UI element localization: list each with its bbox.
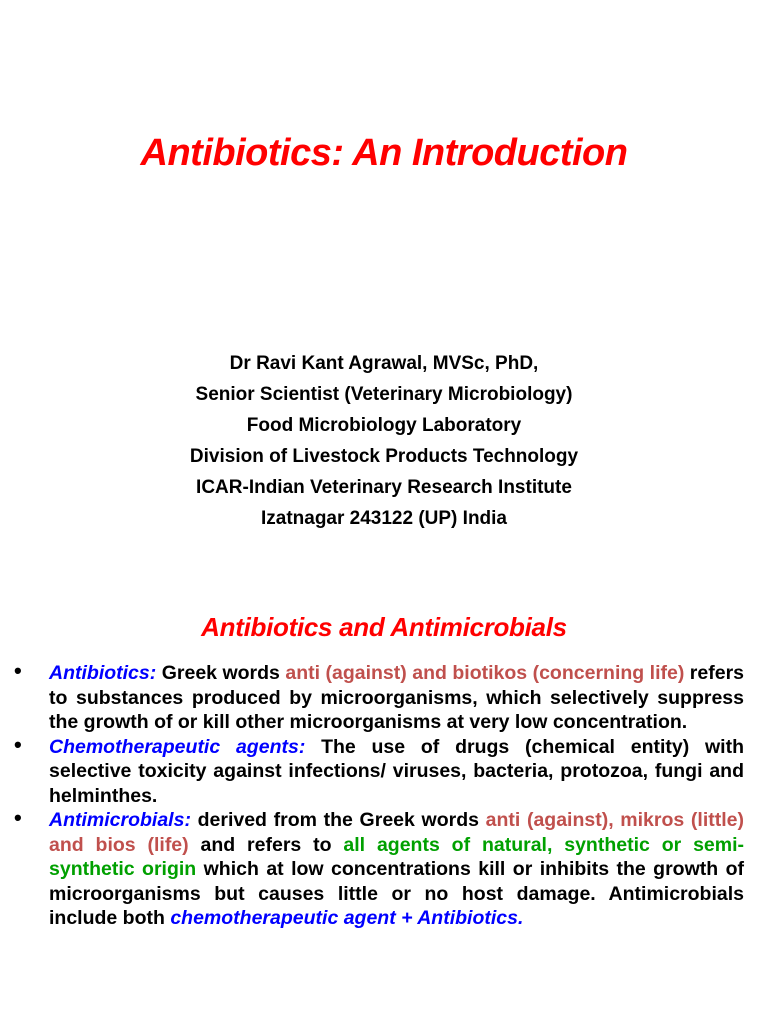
definition-text: refers to substances produced by microorganisms, which selectively suppress the growth of or kill other microorganisms at very low concentration. [49,662,745,733]
definition-item-antimicrobials [14,805,745,931]
etymology-highlight: anti (against) and biotikos (concerning life) [285,662,685,684]
author-line: Division of Livestock Products Technology [189,446,579,467]
bullet-icon: • [14,805,22,830]
definition-term: Antimicrobials: [49,809,191,831]
origin-highlight: all agents of natural, synthetic or semi-synthetic origin [49,833,745,880]
definition-term: Antibiotics: [49,662,157,684]
definition-text: and refers to [188,833,344,856]
inclusion-highlight: chemotherapeutic agent + Antibiotics. [170,907,524,929]
definition-item-chemotherapeutic [14,731,744,809]
bullet-icon: • [14,658,22,683]
definition-text: derived from the Greek words [190,809,486,831]
author-line: Dr Ravi Kant Agrawal, MVSc, PhD, [229,353,539,374]
definition-text: which at low concentrations kill or inhibits the growth of microorganisms but causes little or no host damage. Antimicrobials include both [49,858,744,929]
section-subtitle: Antibiotics and Antimicrobials [201,612,567,642]
definition-term: Chemotherapeutic agents: [49,735,306,758]
definition-text: The use of drugs (chemical entity) with selective toxicity against infections/ viruses, bacteria, protozoa, fungi and helminthes. [49,735,744,807]
definition-text: Greek words [156,662,286,684]
definition-item-antibiotics [14,658,745,735]
etymology-highlight: anti (against), mikros (little) and bios (life) [49,809,744,856]
author-line: Izatnagar 243122 (UP) India [260,508,508,529]
author-line: Senior Scientist (Veterinary Microbiology) [195,384,573,405]
author-line: ICAR-Indian Veterinary Research Institute [196,477,572,498]
definition-list [14,658,745,931]
slide-title: Antibiotics: An Introduction [140,132,628,174]
author-line: Food Microbiology Laboratory [246,415,522,436]
bullet-icon: • [14,731,22,757]
author-block [0,348,768,534]
